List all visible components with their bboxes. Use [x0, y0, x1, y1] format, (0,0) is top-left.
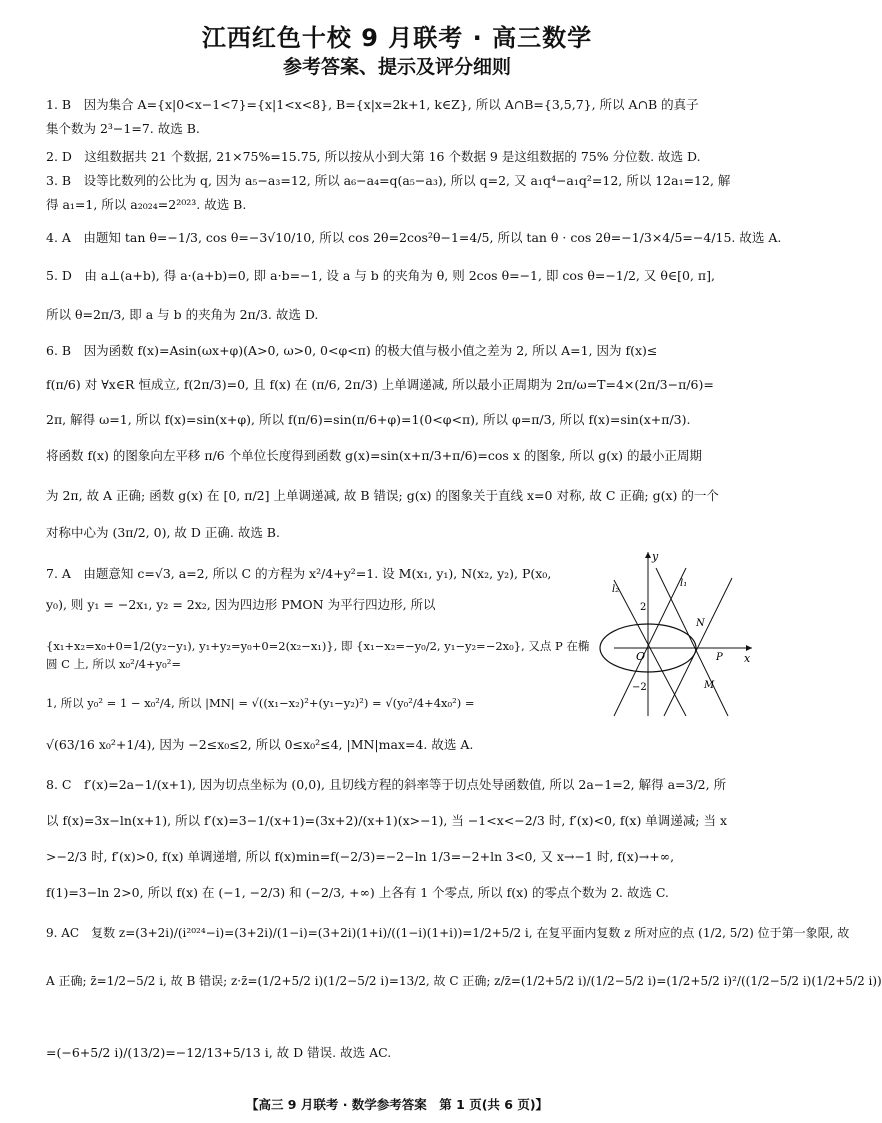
y-axis-arrow — [645, 552, 651, 558]
x-axis-arrow — [746, 645, 752, 651]
label-two: 2 — [640, 602, 647, 613]
page-footer: 【高三 9 月联考 · 数学参考答案 第 1 页(共 6 页)】 — [245, 1097, 549, 1112]
label-p: P — [716, 652, 723, 663]
answer-5-line-1: 5. D 由 a⊥(a+b), 得 a·(a+b)=0, 即 a·b=−1, 设 a 与 b 的夹角为 θ, 则 2cos θ=−1, 即 cos θ=−1/2, 又 θ∈[0, π], — [46, 268, 715, 283]
answer-9-line-1: 9. AC 复数 z=(3+2i)/(i²⁰²⁴−i)=(3+2i)/(1−i)=(3+2i)(1+i)/((1−i)(1+i))=1/2+5/2 i, 在复平面内复数 z 所对应的点 (1/2, 5/2) 位于第一象限, 故 — [46, 926, 850, 940]
parallel-line-1 — [656, 568, 728, 716]
answer-4-line-1: 4. A 由题知 tan θ=−1/3, cos θ=−3√10/10, 所以 cos 2θ=2cos²θ−1=4/5, 所以 tan θ · cos 2θ=−1/3×4/5=−4/15. 故选 A. — [46, 230, 782, 245]
label-l1: l₁ — [680, 578, 688, 589]
answer-8-line-3: >−2/3 时, f′(x)>0, f(x) 单调递增, 所以 f(x)min=f(−2/3)=−2−ln 1/3=−2+ln 3<0, 又 x→−1 时, f(x)→+∞, — [46, 849, 675, 864]
answer-3-line-2: 得 a₁=1, 所以 a₂₀₂₄=2²⁰²³. 故选 B. — [46, 197, 247, 212]
answer-2-line-1: 2. D 这组数据共 21 个数据, 21×75%=15.75, 所以按从小到大第 16 个数据 9 是这组数据的 75% 分位数. 故选 D. — [46, 149, 701, 164]
answer-5-line-2: 所以 θ=2π/3, 即 a 与 b 的夹角为 2π/3. 故选 D. — [46, 307, 319, 322]
answer-8-line-4: f(1)=3−ln 2>0, 所以 f(x) 在 (−1, −2/3) 和 (−2/3, +∞) 上各有 1 个零点, 所以 f(x) 的零点个数为 2. 故选 C. — [46, 885, 669, 900]
answer-7-line-3: {x₁+x₂=x₀+0=1/2(y₂−y₁), y₁+y₂=y₀+0=2(x₂−x₁)}, 即 {x₁−x₂=−y₀/2, y₁−y₂=−2x₀}, 又点 P 在椭圆 C 上, 所以 x₀²/4+y₀²= — [46, 639, 590, 671]
answer-6-line-1: 6. B 因为函数 f(x)=Asin(ωx+φ)(A>0, ω>0, 0<φ<π) 的极大值与极小值之差为 2, 所以 A=1, 因为 f(x)≤ — [46, 343, 658, 358]
answer-6-line-6: 对称中心为 (3π/2, 0), 故 D 正确. 故选 B. — [46, 525, 280, 540]
answer-6-line-5: 为 2π, 故 A 正确; 函数 g(x) 在 [0, π/2] 上单调递减, 故 B 错误; g(x) 的图象关于直线 x=0 对称, 故 C 正确; g(x) 的一个 — [46, 488, 719, 503]
answer-8-line-1: 8. C f′(x)=2a−1/(x+1), 因为切点坐标为 (0,0), 且切线方程的斜率等于切点处导函数值, 所以 2a−1=2, 解得 a=3/2, 所 — [46, 777, 727, 792]
label-l2: l₂ — [612, 584, 620, 595]
answer-9-line-3: =(−6+5/2 i)/(13/2)=−12/13+5/13 i, 故 D 错误. 故选 AC. — [46, 1045, 392, 1060]
answer-6-line-2: f(π/6) 对 ∀x∈R 恒成立, f(2π/3)=0, 且 f(x) 在 (π/6, 2π/3) 上单调递减, 所以最小正周期为 2π/ω=T=4×(2π/3−π/6)= — [46, 377, 714, 392]
label-origin: O — [636, 650, 646, 663]
label-y: y — [652, 550, 659, 563]
label-x: x — [744, 652, 751, 665]
answer-6-line-3: 2π, 解得 ω=1, 所以 f(x)=sin(x+φ), 所以 f(π/6)=sin(π/6+φ)=1(0<φ<π), 所以 φ=π/3, 所以 f(x)=sin(x+π/3). — [46, 412, 691, 427]
answer-7-line-5: √(63/16 x₀²+1/4), 因为 −2≤x₀≤2, 所以 0≤x₀²≤4, |MN|max=4. 故选 A. — [46, 737, 474, 752]
answer-3-line-1: 3. B 设等比数列的公比为 q, 因为 a₅−a₃=12, 所以 a₆−a₄=q(a₅−a₃), 所以 q=2, 又 a₁q⁴−a₁q²=12, 所以 12a₁=12, 解 — [46, 173, 731, 188]
parallel-line-2 — [664, 578, 732, 716]
answer-6-line-4: 将函数 f(x) 的图象向左平移 π/6 个单位长度得到函数 g(x)=sin(x+π/3+π/6)=cos x 的图象, 所以 g(x) 的最小正周期 — [46, 448, 703, 463]
label-m: M — [704, 680, 715, 691]
answer-7-line-2: y₀), 则 y₁ = −2x₁, y₂ = 2x₂, 因为四边形 PMON 为平行四边形, 所以 — [46, 597, 436, 612]
label-neg-two: −2 — [632, 682, 647, 693]
ellipse-figure — [604, 548, 754, 718]
answer-9-line-2: A 正确; z̄=1/2−5/2 i, 故 B 错误; z·z̄=(1/2+5/2 i)(1/2−5/2 i)=13/2, 故 C 正确; z/z̄=(1/2+5/2 i)/(1/2−5/2 i)=(1/2+5/2 i)²/((1/2−5/2 i)(1/2+5/2 i)) — [46, 974, 882, 988]
page-title: 江西红色十校 9 月联考 · 高三数学 — [201, 24, 593, 52]
answer-7-line-1: 7. A 由题意知 c=√3, a=2, 所以 C 的方程为 x²/4+y²=1. 设 M(x₁, y₁), N(x₂, y₂), P(x₀, — [46, 566, 552, 581]
answer-8-line-2: 以 f(x)=3x−ln(x+1), 所以 f′(x)=3−1/(x+1)=(3x+2)/(x+1)(x>−1), 当 −1<x<−2/3 时, f′(x)<0, f(x) 单调递减; 当 x — [46, 813, 728, 828]
label-n: N — [696, 618, 705, 629]
answer-1-line-1: 1. B 因为集合 A={x|0<x−1<7}={x|1<x<8}, B={x|x=2k+1, k∈Z}, 所以 A∩B={3,5,7}, 所以 A∩B 的真子 — [46, 97, 699, 112]
page-subtitle: 参考答案、提示及评分细则 — [282, 56, 511, 78]
answer-7-line-4: 1, 所以 y₀² = 1 − x₀²/4, 所以 |MN| = √((x₁−x₂)²+(y₁−y₂)²) = √(y₀²/4+4x₀²) = — [46, 696, 475, 710]
answer-1-line-2: 集个数为 2³−1=7. 故选 B. — [46, 121, 200, 136]
